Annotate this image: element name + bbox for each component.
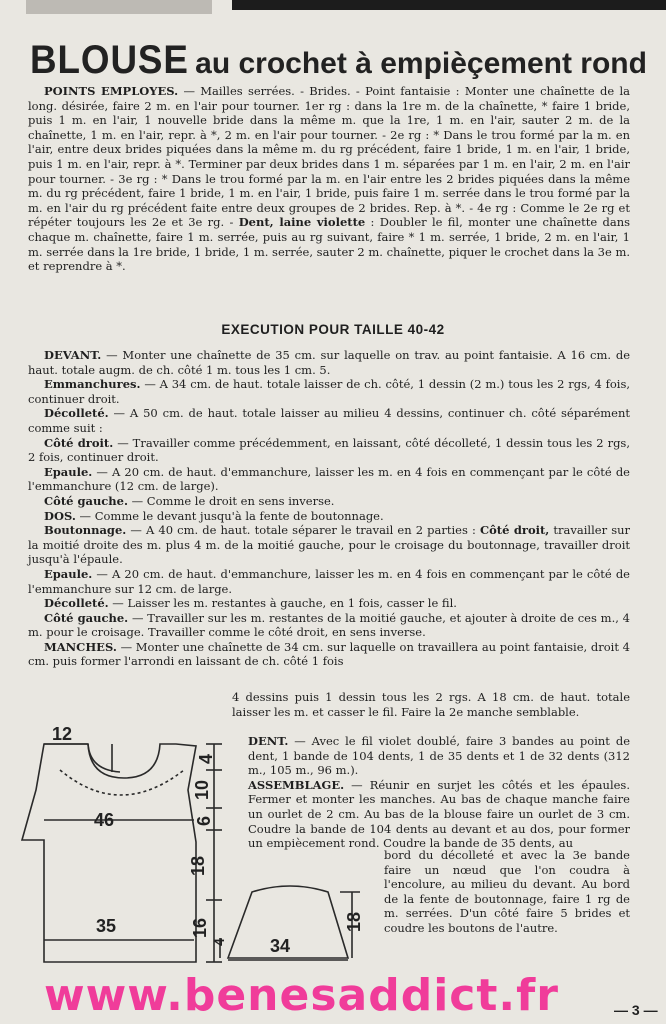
dim-sleeve-h1: 4 (211, 938, 227, 946)
section-label: Emmanchures. (44, 377, 141, 392)
dim-h1: 4 (196, 753, 216, 764)
title-rest: au crochet à empièçement rond (195, 47, 647, 80)
title-big: BLOUSE (30, 38, 189, 82)
assemblage-text: — Réunir en surjet les côtés et les épaules. Fermer et monter les manches. Au bas de chaque manche faire un ourlet de 2 cm. Au bas de la blouse faire un ourlet de 3 cm. Coudre la bande de 104 dents au devant et au dos, pour former un empiècement rond. Coudre la bande de 35 dents, au (248, 777, 630, 851)
section-label: Côté gauche. (44, 493, 128, 508)
section-text: — Laisser les m. restantes à gauche, en 1 fois, casser le fil. (108, 596, 457, 611)
section-text: — A 34 cm. de haut. totale laisser de ch. côté, 1 dessin (2 m.) tous les 2 rgs, 4 fois, continuer droit. (28, 377, 630, 406)
assemblage-continued: bord du décolleté et avec la 3e bande faire un nœud que l'on coudra à l'encolure, au milieu du devant. Au bord de la fente de boutonnage, faire 1 rg de m. serrées. D'un côté faire 5 brides et coudre les boutons de l'autre. (384, 848, 630, 935)
section-label: Décolleté. (44, 406, 109, 421)
section-text: — Comme le devant jusqu'à la fente de boutonnage. (75, 508, 384, 523)
section-text: — A 40 cm. de haut. totale séparer le travail en 2 parties : (126, 523, 480, 538)
section-text: — A 20 cm. de haut. d'emmanchure, laisser les m. en 4 fois en commençant par le côté de l'emmanchure (12 cm. de large). (28, 464, 630, 494)
section-text: travailler sur la moitié droite des m. plus 4 m. de la moitié gauche, pour le croisage du boutonnage, travailler droit jusqu'à l'épaule. (28, 523, 630, 567)
points-label: POINTS EMPLOYES. (44, 84, 179, 98)
execution-heading: EXECUTION POUR TAILLE 40-42 (221, 322, 445, 337)
section-text: — A 20 cm. de haut. d'emmanchure, laisser les m. en 4 fois en commençant par le côté de l'emmanchure sur 12 cm. de large. (28, 566, 630, 596)
dim-sleeve-width: 34 (270, 936, 291, 956)
section-label: Epaule. (44, 464, 93, 479)
section-text: — Travailler sur les m. restantes de la moitié gauche, et ajouter à droite de ces m., 4 m. pour le croisage. Travailler comme le côté droit, en sens inverse. (28, 610, 631, 640)
dent-laine-text: : Doubler le fil, monter une chaînette dans chaque m. chaînette, faire 1 m. serrée, puis au rg suivant, faire * 1 m. serrée, 1 bride, 2 m. en l'air, 1 m. serrée dans la 1re bride, 1 bride, 1 m. serrée, sauter 2 m. chaînette, piquer le crochet dans la 3e m. et reprendre à *. (28, 215, 631, 274)
page-number: — 3 — (614, 1002, 658, 1018)
dent-text: — Avec le fil violet doublé, faire 3 bandes au point de dent, 1 bande de 104 dents, 1 de 35 dents et 1 de 32 dents (312 m., 105 m., 96 m.). (248, 734, 630, 778)
dim-bottom-width: 35 (96, 916, 117, 936)
section-label: Côté gauche. (44, 610, 129, 625)
dim-sleeve-h2: 18 (344, 911, 364, 932)
section-label: DEVANT. (44, 348, 102, 362)
dim-mid-width: 46 (94, 810, 115, 830)
section-label: Epaule. (44, 566, 93, 581)
dim-h5: 16 (190, 917, 210, 938)
empiecement-arc (60, 770, 184, 795)
section-text: — Monter une chaînette de 35 cm. sur laquelle on trav. au point fantaisie. A 16 cm. de haut. totale augm. de ch. côté 1 m. tous les 1 cm. 5. (28, 348, 630, 377)
manches-continued: 4 dessins puis 1 dessin tous les 2 rgs. A 18 cm. de haut. totale laisser les m. et casser le fil. Faire la 2e manche semblable. (232, 690, 630, 719)
section-text: — Travailler comme précédemment, en laissant, côté décolleté, 1 dessin tous les 2 rgs, 2 fois, continuer droit. (28, 435, 630, 465)
section-label: Côté droit, (479, 523, 550, 538)
dent-laine-label: Dent, laine violette (238, 215, 366, 230)
dim-h3: 6 (194, 815, 214, 826)
section-text: — A 50 cm. de haut. totale laisser au milieu 4 dessins, continuer ch. côté séparément comme suit : (28, 406, 630, 435)
section-label: MANCHES. (44, 639, 117, 654)
section-label: Décolleté. (44, 596, 109, 611)
dim-h4: 18 (188, 855, 208, 876)
section-label: Boutonnage. (44, 523, 127, 538)
watermark: www.benesaddict.fr (44, 970, 559, 1021)
dim-top-width: 12 (52, 724, 73, 744)
collar-arc (88, 744, 120, 772)
section-text: — Monter une chaînette de 34 cm. sur laquelle on travaillera au point fantaisie, droit 4 cm. puis former l'arrondi en laissant de ch. côté 1 fois (28, 639, 630, 669)
dent-label: DENT. (248, 734, 289, 748)
assemblage-label: ASSEMBLAGE. (248, 777, 345, 792)
section-label: DOS. (44, 508, 76, 523)
section-text: — Comme le droit en sens inverse. (128, 493, 335, 508)
section-label: Côté droit. (44, 435, 114, 450)
points-text: — Mailles serrées. - Brides. - Point fantaisie : Monter une chaînette de la long. désirée, faire 2 m. en l'air pour tourner. 1er rg : dans la 1re m. de la chaînette, * faire 1 bride, puis 1 m. en l'air, 1 nouvelle bride dans la même m. que la 1re, 1 m. en l'air, sauter 2 m. de la chaînette, 1 m. en l'air, repr. à *, 2 m. en l'air pour tourner. - 2e rg : * Dans le trou formé par la m. en l'air, entre deux brides piquées dans la même m. du rg précédent, faire 1 bride, 1 m. en l'air, 1 bride, puis 1 m. en l'air, repr. à *. Terminer par deux brides dans 1 m. séparées par 1 m. en l'air, 2 m. en l'air pour tourner. - 3e rg : * Dans le trou formé par la m. en l'air entre les 2 brides piquées dans la même m. du rg précédent, faire 1 bride, 1 m. en l'air, 1 bride, puis faire 1 m. serrée dans le trou formé par la m. en l'air du rg précédent faite entre deux groupes de 2 brides. Rep. à *. - 4e rg : Comme le 2e rg et répéter toujours les 2e et 3e rg. - (28, 84, 630, 230)
dim-h2: 10 (192, 779, 212, 800)
